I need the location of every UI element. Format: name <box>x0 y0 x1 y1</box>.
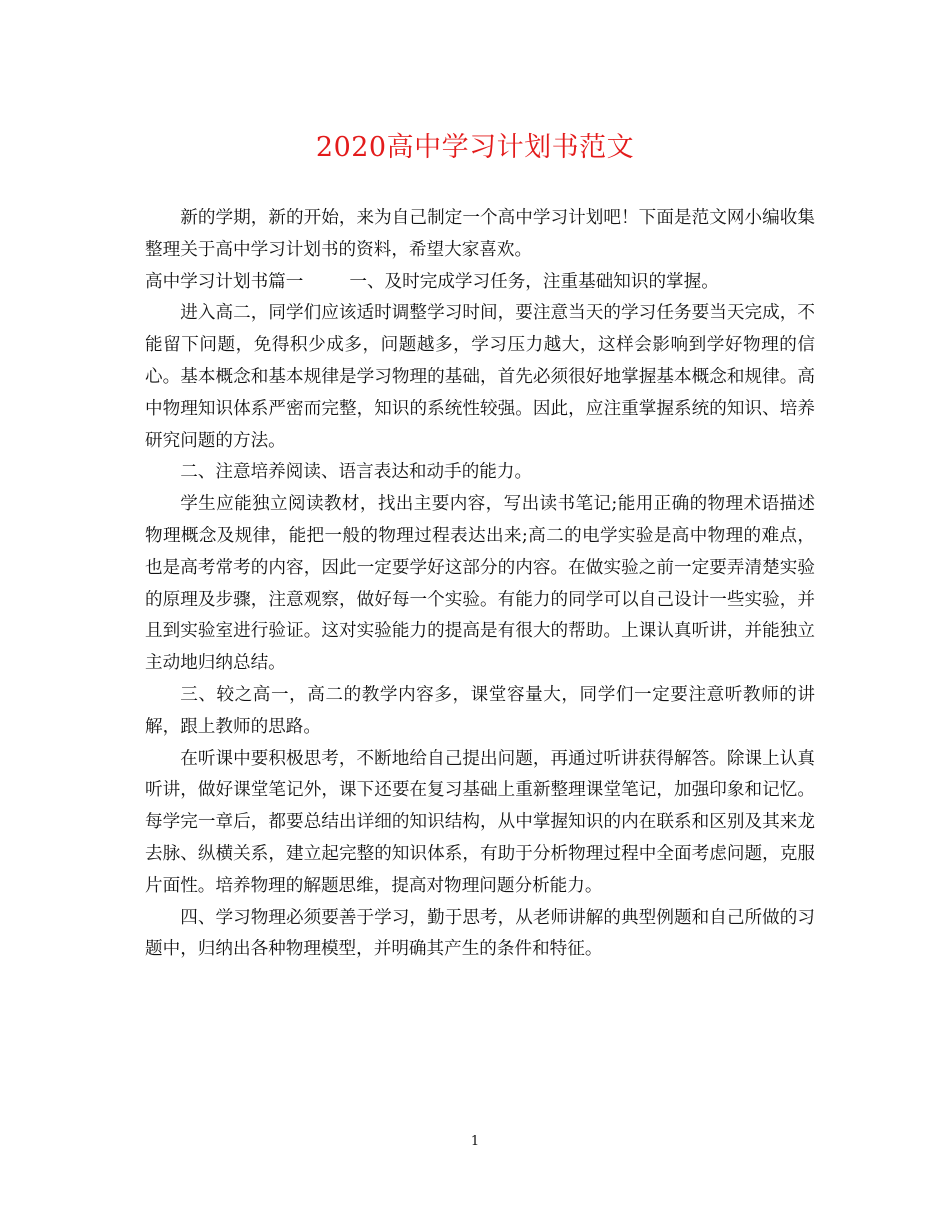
paragraph-point-four: 四、学习物理必须要善于学习，勤于思考，从老师讲解的典型例题和自己所做的习题中，归纳出各种物理模型，并明确其产生的条件和特征。 <box>145 907 815 960</box>
document-body <box>145 203 815 966</box>
page-number: 1 <box>470 1134 480 1149</box>
paragraph-reading-experiments: 学生应能独立阅读教材，找出主要内容，写出读书笔记;能用正确的物理术语描述物理概念及规律，能把一般的物理过程表达出来;高二的电学实验是高中物理的难点，也是高考常考的内容，因此一定要学好这部分的内容。在做实验之前一定要弄清楚实验的原理及步骤，注意观察，做好每一个实验。有能力的同学可以自己设计一些实验，并且到实验室进行验证。这对实验能力的提高是有很大的帮助。上课认真听讲，并能独立主动地归纳总结。 <box>145 494 815 674</box>
paragraph-listening-notes: 在听课中要积极思考，不断地给自己提出问题，再通过听讲获得解答。除课上认真听讲，做好课堂笔记外，课下还要在复习基础上重新整理课堂笔记，加强印象和记忆。每学完一章后，都要总结出详细的知识结构，从中掌握知识的内在联系和区别及其来龙去脉、纵横关系，建立起完整的知识体系，有助于分析物理过程中全面考虑问题，克服片面性。培养物理的解题思维，提高对物理问题分析能力。 <box>145 748 815 896</box>
section-heading: 高中学习计划书篇一 <box>145 271 304 292</box>
section-first-point: 一、及时完成学习任务，注重基础知识的掌握。 <box>349 271 719 292</box>
intro-paragraph: 新的学期，新的开始，来为自己制定一个高中学习计划吧！下面是范文网小编收集整理关于高中学习计划书的资料，希望大家喜欢。 <box>145 208 815 260</box>
paragraph-point-two: 二、注意培养阅读、语言表达和动手的能力。 <box>180 462 533 483</box>
document-title: 2020高中学习计划书范文 <box>315 132 635 163</box>
paragraph-study-time: 进入高二，同学们应该适时调整学习时间，要注意当天的学习任务要当天完成，不能留下问题，免得积少成多，问题越多，学习压力越大，这样会影响到学好物理的信心。基本概念和基本规律是学习物理的基础，首先必须很好地掌握基本概念和规律。高中物理知识体系严密而完整，知识的系统性较强。因此，应注重掌握系统的知识、培养研究问题的方法。 <box>145 303 815 451</box>
paragraph-point-three: 三、较之高一，高二的教学内容多，课堂容量大，同学们一定要注意听教师的讲解，跟上教师的思路。 <box>145 684 815 737</box>
section-heading-line <box>145 267 815 299</box>
